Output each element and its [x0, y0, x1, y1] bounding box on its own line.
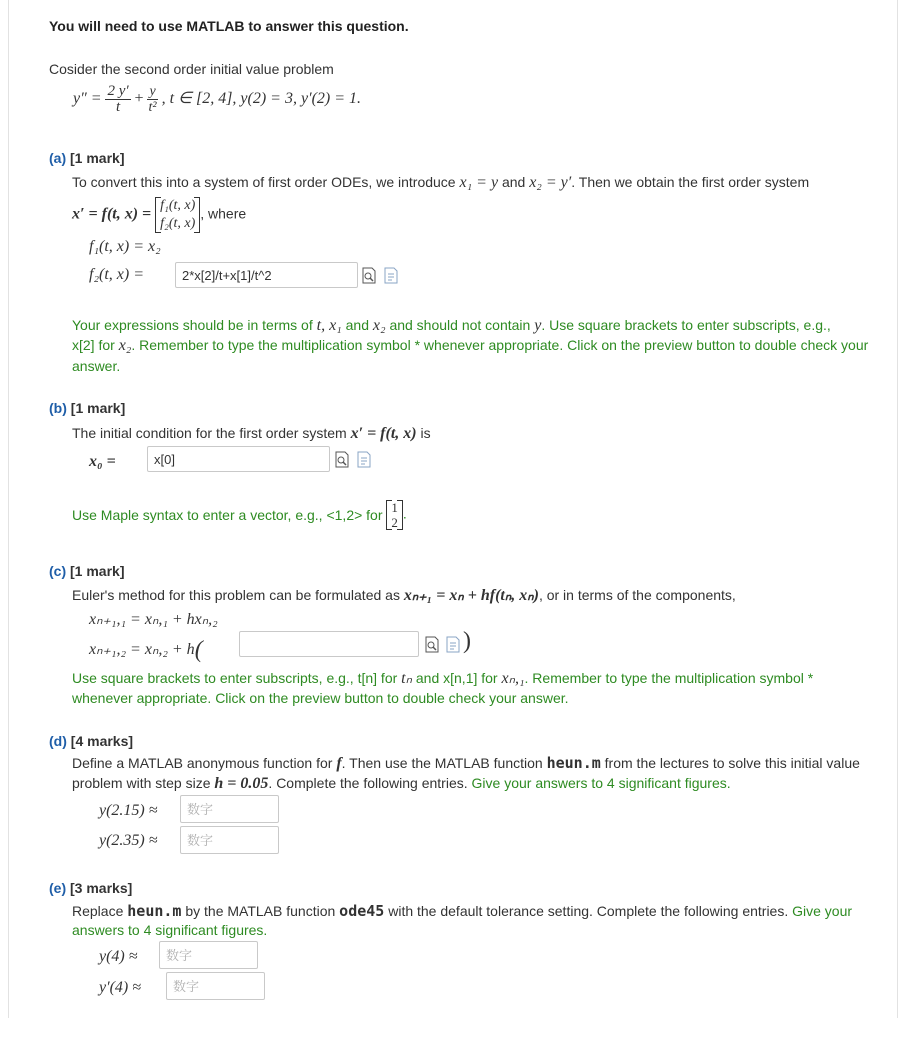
yp4-label: y′(4) ≈ [99, 979, 142, 996]
help-document-icon[interactable] [357, 451, 371, 468]
part-a-hint-line2: x[2] for x₂. Remember to type the multiplication symbol * whenever appropriate. Click on the preview button to double check your [72, 337, 869, 354]
preview-icon[interactable] [335, 451, 349, 468]
question-panel [8, 0, 898, 1018]
part-c-text: Euler's method for this problem can be formulated as xₙ₊₁ = xₙ + hf(tₙ, xₙ), or in terms of the components, [72, 587, 736, 604]
part-e-text-line2: answers to 4 significant figures. [72, 922, 268, 938]
ode-equation: y″ = $\frac{2 y'}{t}$ + $\frac{y}{\text{t²}}$ , t ∈ [2, 4], y(2) = 3, y′(2) = 1. [73, 83, 362, 115]
y215-input[interactable] [180, 795, 279, 823]
component-2-input[interactable] [239, 631, 419, 657]
y235-label: y(2.35) ≈ [99, 832, 158, 849]
part-a-hint-line3: answer. [72, 358, 121, 374]
y235-input[interactable] [180, 826, 279, 854]
intro-text: You will need to use MATLAB to answer this question. [49, 18, 409, 34]
example-vector: 1 2 [386, 500, 403, 530]
part-b-hint: Use Maple syntax to enter a vector, e.g., <1,2> for 1 2 . [72, 500, 407, 530]
part-e-text-line1: Replace heun.m by the MATLAB function ode45 with the default tolerance setting. Complete the following entries. Give your [72, 902, 853, 920]
y215-label: y(2.15) ≈ [99, 802, 158, 819]
part-d-text-line1: Define a MATLAB anonymous function for f. Then use the MATLAB function heun.m from the lectures to solve this initial value [72, 754, 860, 772]
part-d-heading: (d) [4 marks] [49, 733, 134, 749]
part-e-heading: (e) [3 marks] [49, 880, 133, 896]
problem-intro: Cosider the second order initial value problem [49, 61, 334, 77]
yp4-input[interactable] [166, 972, 265, 1000]
preview-icon[interactable] [425, 636, 439, 653]
f2-label: f₂(t, x) = [89, 266, 145, 283]
part-b-text: The initial condition for the first order system x′ = f(t, x) is [72, 425, 431, 442]
part-d-text-line2: problem with step size h = 0.05. Complete the following entries. Give your answers to 4 significant figures. [72, 775, 731, 792]
part-a-hint-line1: Your expressions should be in terms of t, x₁ and x₂ and should not contain y. Use square brackets to enter subscripts, e.g., [72, 317, 831, 334]
preview-icon[interactable] [362, 267, 376, 284]
component-2-label: xₙ₊₁,₂ = xₙ,₂ + h( [89, 637, 203, 663]
closing-paren: ) [463, 628, 471, 654]
part-c-heading: (c) [1 mark] [49, 563, 125, 579]
x0-label: x₀ = [89, 453, 116, 470]
help-document-icon[interactable] [384, 267, 398, 284]
y4-input[interactable] [159, 941, 258, 969]
part-a-text: To convert this into a system of first order ODEs, we introduce x₁ = y and x₂ = y′. Then we obtain the first order system [72, 174, 810, 191]
f2-input[interactable] [175, 262, 358, 288]
y4-label: y(4) ≈ [99, 948, 138, 965]
component-1-equation: xₙ₊₁,₁ = xₙ,₁ + hxₙ,₂ [89, 611, 218, 628]
part-b-heading: (b) [1 mark] [49, 400, 126, 416]
part-c-hint-line2: whenever appropriate. Click on the preview button to double check your answer. [72, 690, 569, 706]
x0-input[interactable] [147, 446, 330, 472]
system-equation: x′ = f(t, x) = f₁(t, x) f₂(t, x) , where [72, 198, 247, 231]
f-vector-matrix: f₁(t, x) f₂(t, x) [155, 197, 200, 233]
part-c-hint-line1: Use square brackets to enter subscripts, e.g., t[n] for tₙ and x[n,1] for xₙ,₁. Remember to type the multiplication symbol * [72, 670, 814, 687]
help-document-icon[interactable] [446, 636, 460, 653]
f1-equation: f₁(t, x) = x₂ [89, 238, 161, 255]
part-a-heading: (a) [1 mark] [49, 150, 125, 166]
